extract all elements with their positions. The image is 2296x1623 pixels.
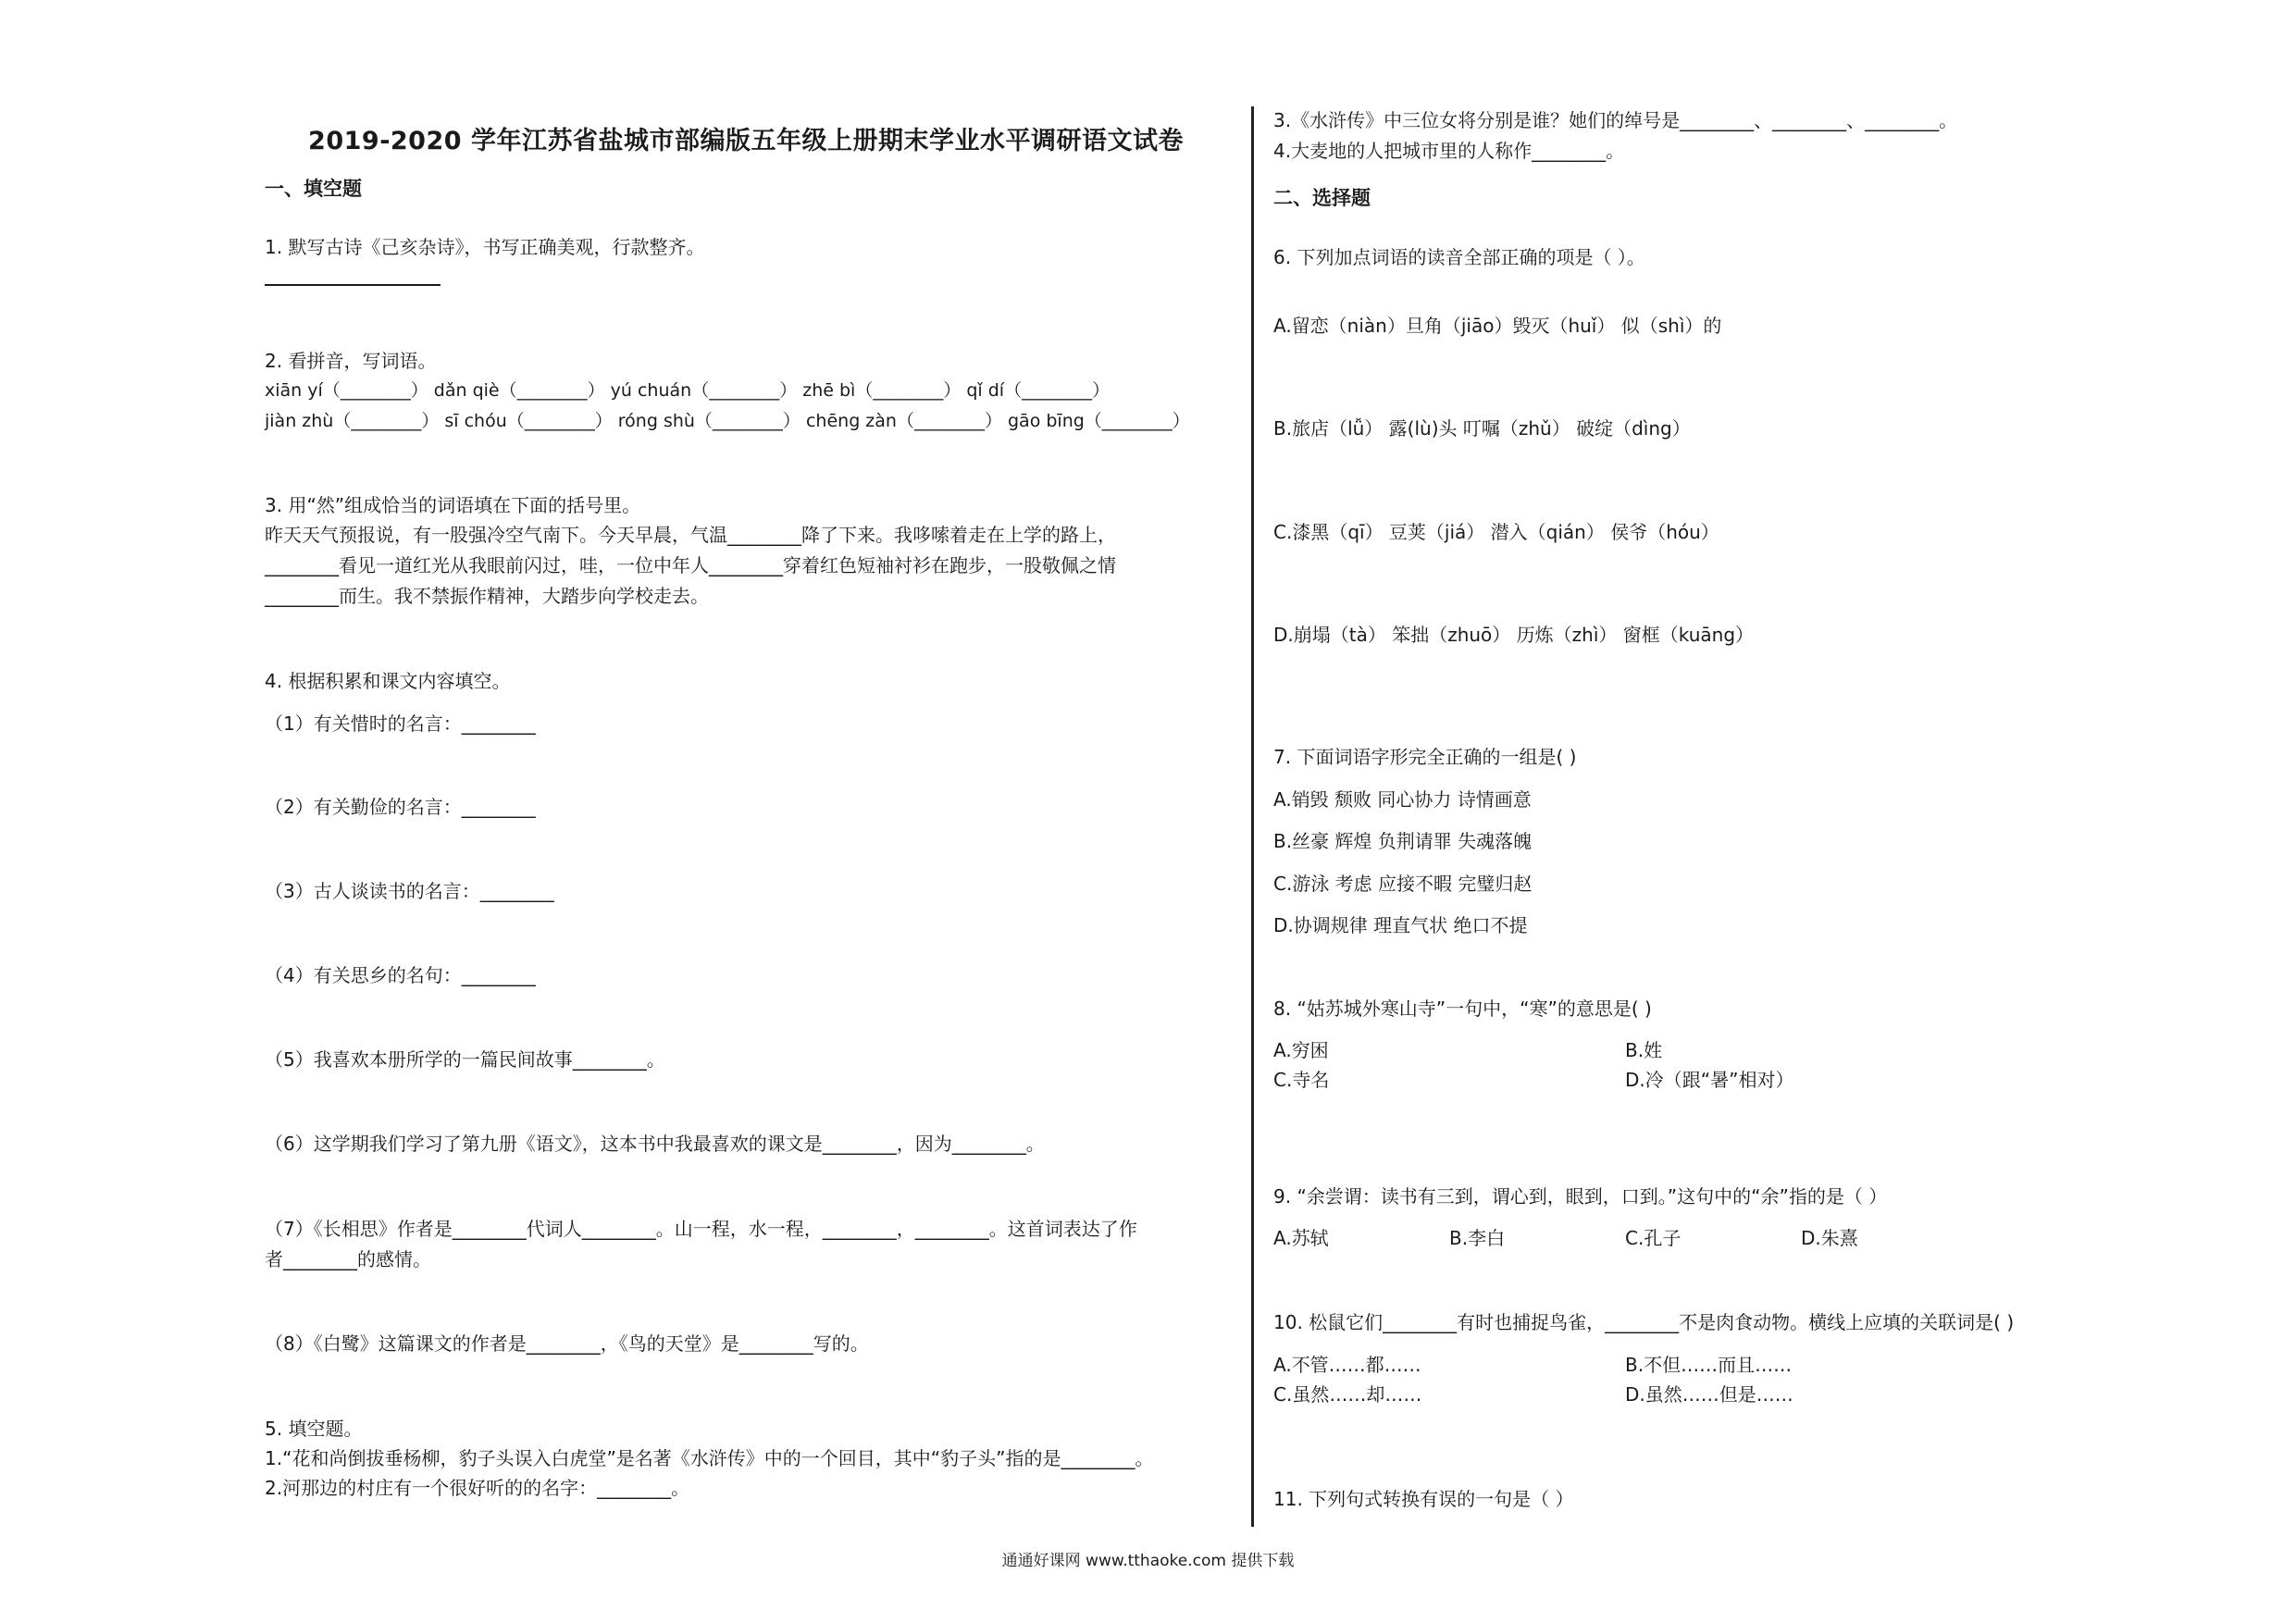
page-title: 2019-2020 学年江苏省盐城市部编版五年级上册期末学业水平调研语文试卷	[308, 127, 1184, 155]
question-3-text-line-3: ________而生。我不禁振作精神，大踏步向学校走去。	[265, 585, 709, 607]
question-4-item-7-line-2: 者________的感情。	[265, 1248, 431, 1270]
question-9-option-b: B.李白	[1449, 1227, 1506, 1249]
question-4-item-2: （2）有关勤俭的名言：________	[265, 796, 536, 818]
question-8-option-d: D.冷（跟“暑”相对）	[1625, 1069, 1794, 1091]
section-fill-blank-heading: 一、填空题	[265, 178, 362, 200]
pinyin-row-1: xiān yí（________） dǎn qiè（________） yú chuán（________） zhē bì（________） qǐ dí（________）	[265, 380, 1111, 401]
question-4-item-8: （8）《白鹭》这篇课文的作者是________，《鸟的天堂》是________写的。	[265, 1332, 869, 1355]
question-6-option-a: A.留恋（niàn）旦角（jiāo）毁灭（huǐ） 似（shì）的	[1273, 315, 1722, 337]
question-7-option-b: B.丝豪 辉煌 负荆请罪 失魂落魄	[1273, 830, 1533, 852]
question-10-option-d: D.虽然……但是……	[1625, 1383, 1793, 1406]
question-6-option-c: C.漆黑（qī） 豆荚（jiá） 潜入（qián） 侯爷（hóu）	[1273, 521, 1719, 543]
question-7: 7. 下面词语字形完全正确的一组是( )	[1273, 746, 1577, 768]
question-8: 8. “姑苏城外寒山寺”一句中，“寒”的意思是( )	[1273, 997, 1652, 1020]
question-10-option-a: A.不管……都……	[1273, 1354, 1421, 1376]
question-9-option-c: C.孔子	[1625, 1227, 1682, 1249]
question-4-item-3: （3）古人谈读书的名言：________	[265, 880, 554, 902]
question-9-option-d: D.朱熹	[1801, 1227, 1858, 1249]
question-5-item-3: 3.《水浒传》中三位女将分别是谁？她们的绰号是________、________、________。	[1273, 109, 1958, 131]
question-6-option-b: B.旅店（lǚ） 露(lù)头 叮嘱（zhǔ） 破绽（dìng）	[1273, 417, 1691, 440]
question-4-item-5: （5）我喜欢本册所学的一篇民间故事________。	[265, 1048, 665, 1071]
question-4-item-1: （1）有关惜时的名言：________	[265, 712, 536, 735]
question-2: 2. 看拼音，写词语。	[265, 350, 437, 372]
question-6: 6. 下列加点词语的读音全部正确的项是（ ）。	[1273, 246, 1645, 268]
question-5-item-1: 1.“花和尚倒拔垂杨柳，豹子头误入白虎堂”是名著《水浒传》中的一个回目，其中“豹子头”指的是________。	[265, 1447, 1154, 1469]
question-6-option-d: D.崩塌（tà） 笨拙（zhuō） 历炼（zhì） 窗框（kuāng）	[1273, 624, 1755, 646]
question-3-text-line-2: ________看见一道红光从我眼前闪过，哇，一位中年人________穿着红色短袖衬衫在跑步，一股敬佩之情	[265, 554, 1116, 576]
question-11: 11. 下列句式转换有误的一句是（ ）	[1273, 1488, 1574, 1510]
question-4-item-4: （4）有关思乡的名句：________	[265, 964, 536, 986]
question-9: 9. “余尝谓：读书有三到，谓心到，眼到，口到。”这句中的“余”指的是（ ）	[1273, 1185, 1888, 1208]
question-8-option-b: B.姓	[1625, 1039, 1663, 1061]
question-9-option-a: A.苏轼	[1273, 1227, 1329, 1249]
answer-line	[265, 284, 441, 286]
question-7-option-c: C.游泳 考虑 应接不暇 完璧归赵	[1273, 873, 1533, 895]
section-choice-heading: 二、选择题	[1273, 187, 1371, 209]
question-7-option-a: A.销毁 颓败 同心协力 诗情画意	[1273, 788, 1532, 811]
question-5: 5. 填空题。	[265, 1418, 363, 1440]
pinyin-row-2: jiàn zhù（________） sī chóu（________） róng shù（________） chēng zàn（________） gāo bīng（________）	[265, 411, 1190, 431]
question-3-text-line-1: 昨天天气预报说，有一股强冷空气南下。今天早晨，气温________降了下来。我哆嗦着走在上学的路上，	[265, 524, 1116, 546]
column-divider	[1251, 106, 1254, 1527]
question-4: 4. 根据积累和课文内容填空。	[265, 670, 511, 692]
question-8-option-a: A.穷困	[1273, 1039, 1329, 1061]
page-footer: 通通好课网 www.tthaoke.com 提供下载	[1001, 1552, 1295, 1570]
question-7-option-d: D.协调规律 理直气状 绝口不提	[1273, 914, 1528, 936]
question-4-item-7-line-1: （7）《长相思》作者是________代词人________。山一程，水一程，________，________。这首词表达了作	[265, 1218, 1137, 1240]
question-5-item-2: 2.河那边的村庄有一个很好听的的名字：________。	[265, 1477, 690, 1499]
question-5-item-4: 4.大麦地的人把城市里的人称作________。	[1273, 140, 1625, 162]
question-10-option-b: B.不但……而且……	[1625, 1354, 1793, 1376]
question-4-item-6: （6）这学期我们学习了第九册《语文》，这本书中我最喜欢的课文是________，因为________。	[265, 1133, 1045, 1155]
question-3: 3. 用“然”组成恰当的词语填在下面的括号里。	[265, 494, 641, 516]
question-10: 10. 松鼠它们________有时也捕捉鸟雀，________不是肉食动物。横线上应填的关联词是( )	[1273, 1311, 2015, 1333]
question-1: 1. 默写古诗《己亥杂诗》，书写正确美观，行款整齐。	[265, 236, 705, 258]
question-10-option-c: C.虽然……却……	[1273, 1383, 1422, 1406]
question-8-option-c: C.寺名	[1273, 1069, 1330, 1091]
